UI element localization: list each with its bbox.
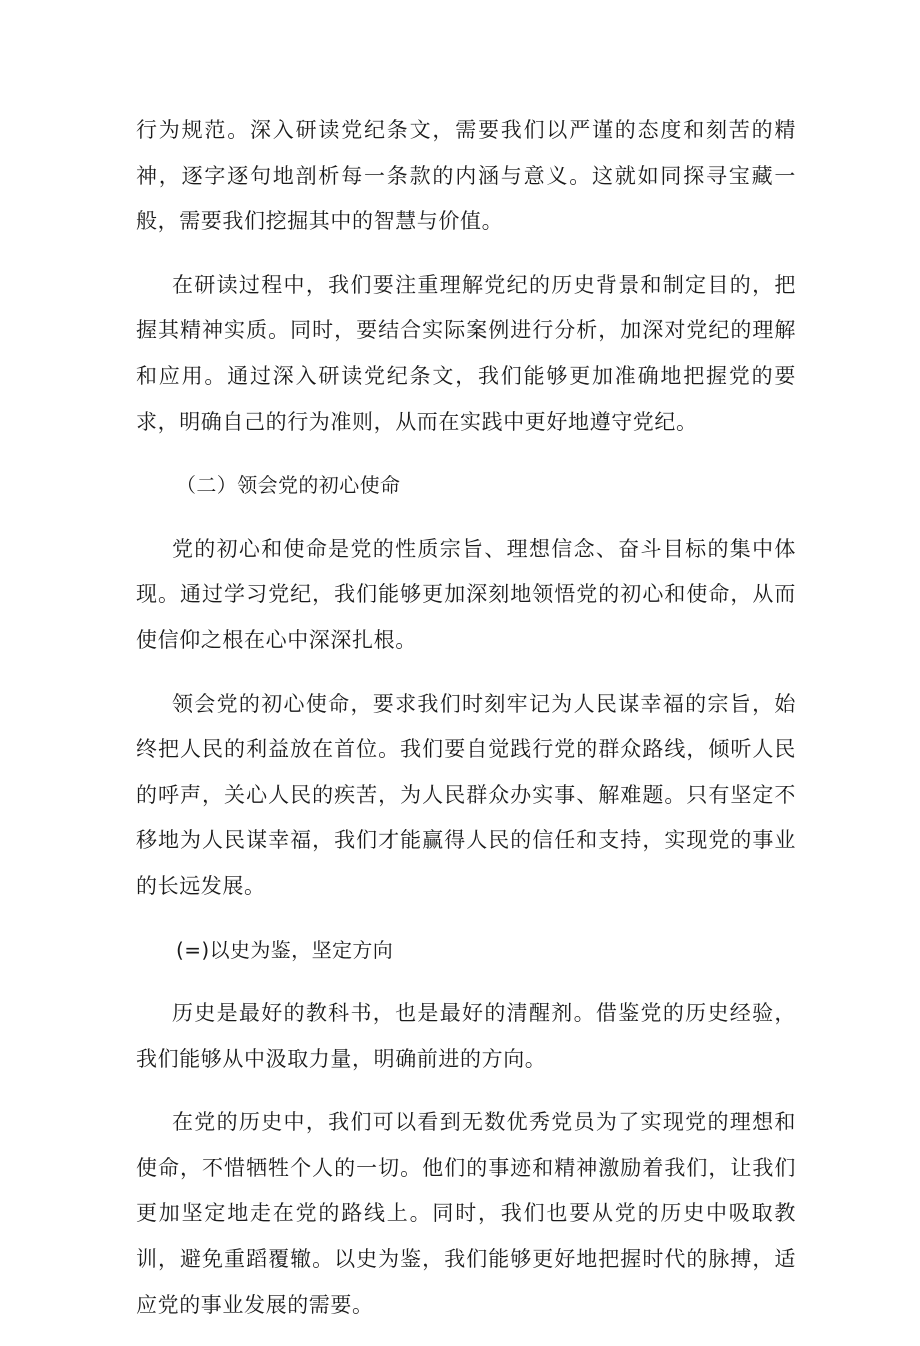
paragraph-continuation: 行为规范。深入研读党纪条文，需要我们以严谨的态度和刻苦的精神，逐字逐句地剖析每一条款的内涵与意义。这就如同探寻宝藏一般，需要我们挖掘其中的智慧与价值。: [136, 118, 796, 234]
document-body: [136, 108, 796, 1346]
section-heading-mission: （二）领会党的初心使命: [176, 473, 401, 498]
paragraph-study-process: 在研读过程中，我们要注重理解党纪的历史背景和制定目的，把握其精神实质。同时，要结合实际案例进行分析，加深对党纪的理解和应用。通过深入研读党纪条文，我们能够更加准确地把握党的要求，明确自己的行为准则，从而在实践中更好地遵守党纪。: [136, 272, 796, 434]
paragraph-mission-detail: 领会党的初心使命，要求我们时刻牢记为人民谋幸福的宗旨，始终把人民的利益放在首位。我们要自觉践行党的群众路线，倾听人民的呼声，关心人民的疾苦，为人民群众办实事、解难题。只有坚定不移地为人民谋幸福，我们才能赢得人民的信任和支持，实现党的事业的长远发展。: [136, 691, 796, 898]
paragraph-mission-intro: 党的初心和使命是党的性质宗旨、理想信念、奋斗目标的集中体现。通过学习党纪，我们能够更加深刻地领悟党的初心和使命，从而使信仰之根在心中深深扎根。: [136, 536, 796, 652]
paragraph-history-detail: 在党的历史中，我们可以看到无数优秀党员为了实现党的理想和使命，不惜牺牲个人的一切。他们的事迹和精神激励着我们，让我们更加坚定地走在党的路线上。同时，我们也要从党的历史中吸取教训，避免重蹈覆辙。以史为鉴，我们能够更好地把握时代的脉搏，适应党的事业发展的需要。: [136, 1110, 796, 1317]
paragraph-history-intro: 历史是最好的教科书，也是最好的清醒剂。借鉴党的历史经验，我们能够从中汲取力量，明确前进的方向。: [136, 1001, 796, 1071]
section-heading-history: (=)以史为鉴，坚定方向: [176, 937, 394, 962]
